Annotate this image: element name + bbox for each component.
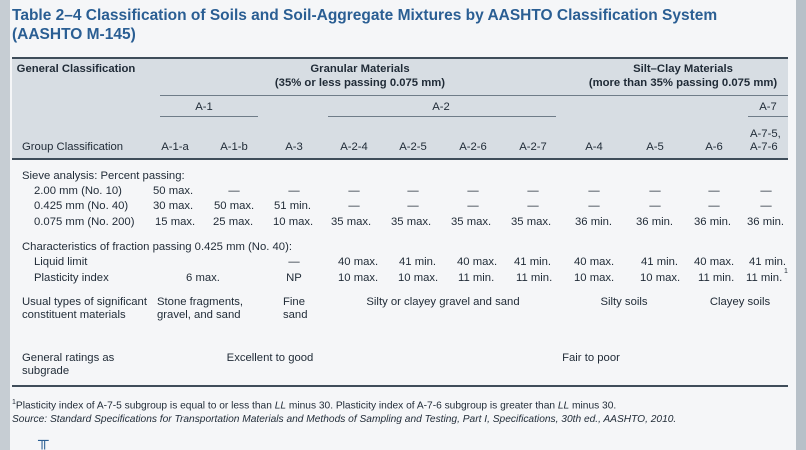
- ll-value: 41 min.: [399, 256, 437, 268]
- pi-value: 10 max.: [640, 272, 681, 284]
- general-classification-header: General Classification: [16, 63, 136, 75]
- page-glyph-icon: ╥: [38, 432, 49, 449]
- group-a-6: A-6: [705, 141, 723, 153]
- a1-underline: [160, 116, 258, 117]
- sieve-value: —: [649, 200, 661, 212]
- group-a1: A-1: [195, 101, 213, 113]
- sieve-value: —: [467, 200, 479, 212]
- sieve-value: —: [588, 185, 600, 197]
- constituents-silty: Silty soils: [600, 296, 648, 308]
- group-a-2-6: A-2-6: [459, 141, 487, 153]
- sieve-value: —: [348, 200, 360, 212]
- constituents-a3: Fine sand: [283, 296, 308, 321]
- sieve-value: 35 max.: [331, 216, 372, 228]
- sieve-row-label: 2.00 mm (No. 10): [34, 185, 122, 197]
- rating-poor: Fair to poor: [562, 352, 620, 364]
- constituents-a1: Stone fragments, gravel, and sand: [157, 296, 244, 321]
- window-edge: [796, 0, 806, 450]
- sieve-value: 50 max.: [214, 200, 255, 212]
- a7-underline: [748, 116, 788, 117]
- granular-title: Granular Materials: [310, 63, 410, 75]
- header-divider: [160, 95, 788, 96]
- header-bottom-rule: [12, 158, 788, 160]
- silt-clay-title: Silt–Clay Materials: [633, 63, 733, 75]
- sieve-value: 10 max.: [273, 216, 314, 228]
- group-a-2-4: A-2-4: [340, 141, 368, 153]
- sieve-value: 25 max.: [213, 216, 254, 228]
- constituents-clayey: Clayey soils: [709, 296, 771, 308]
- pi-a1: 6 max.: [186, 272, 220, 284]
- pi-value: 11 min.: [698, 272, 735, 284]
- ll-a3: —: [288, 256, 300, 268]
- group-a-5: A-5: [646, 141, 664, 153]
- top-rule: [12, 57, 788, 59]
- group-a-2-7: A-2-7: [519, 141, 547, 153]
- liquid-limit-label: Liquid limit: [34, 256, 88, 268]
- sieve-value: 51 min.: [274, 200, 312, 212]
- sieve-value: —: [527, 200, 539, 212]
- group-a-7-5-a-7-6: A-7-5, A-7-6: [750, 128, 781, 153]
- ll-value: 40 max.: [574, 256, 615, 268]
- footnote-1: $^1$Plasticity index of A-7-5 subgroup is equal to or less than LL minus 30. Plasticity index of A-7-6 subgroup is greater than LL minus 30.: [12, 399, 617, 412]
- constituents-a2: Silty or clayey gravel and sand: [366, 296, 520, 308]
- ratings-label: General ratings as subgrade: [22, 352, 115, 377]
- sieve-value: —: [588, 200, 600, 212]
- table-title: Table 2–4 Classification of Soils and Soil-Aggregate Mixtures by AASHTO Classification System (AASHTO M-145): [12, 7, 718, 43]
- group-a7: A-7: [759, 101, 777, 113]
- sieve-value: —: [760, 200, 772, 212]
- pi-value: 10 max.: [398, 272, 439, 284]
- group-a-3: A-3: [285, 141, 303, 153]
- sieve-value: —: [348, 185, 360, 197]
- pi-value: 11 min.: [516, 272, 553, 284]
- sieve-row-label: 0.075 mm (No. 200): [34, 216, 135, 228]
- sieve-value: 36 min.: [575, 216, 613, 228]
- ll-value: 41 min.: [641, 256, 679, 268]
- ll-value: 40 max.: [338, 256, 379, 268]
- group-a-1-b: A-1-b: [220, 141, 248, 153]
- sieve-value: —: [708, 200, 720, 212]
- bottom-rule: [12, 385, 788, 387]
- sieve-value: —: [467, 185, 479, 197]
- sieve-value: 36 min.: [636, 216, 674, 228]
- silt-clay-subtitle: (more than 35% passing 0.075 mm): [588, 77, 778, 89]
- ll-value: 41 min.: [514, 256, 552, 268]
- group-a-4: A-4: [585, 141, 603, 153]
- sieve-value: —: [760, 185, 772, 197]
- constituents-label: Usual types of significant constituent materials: [22, 296, 147, 321]
- pi-value: 10 max.: [574, 272, 615, 284]
- sieve-value: —: [288, 185, 300, 197]
- source-note: Source: Standard Specifications for Transportation Materials and Methods of Sampling and Testing, Part I, Specifications, 30th ed., AASHTO, 2010.: [12, 414, 677, 425]
- sieve-value: —: [708, 185, 720, 197]
- sieve-value: —: [407, 200, 419, 212]
- fraction-heading: Characteristics of fraction passing 0.425 mm (No. 40):: [22, 241, 292, 253]
- sieve-value: —: [407, 185, 419, 197]
- ll-value: 40 max.: [457, 256, 498, 268]
- sieve-value: 35 max.: [511, 216, 552, 228]
- pi-a3: NP: [286, 272, 302, 284]
- ll-value: 40 max.: [694, 256, 735, 268]
- pi-value: 11 min.: [746, 272, 783, 284]
- sieve-heading: Sieve analysis: Percent passing:: [22, 170, 185, 182]
- sieve-value: 36 min.: [694, 216, 732, 228]
- group-classification-label: Group Classification: [22, 141, 124, 153]
- granular-subtitle: (35% or less passing 0.075 mm): [274, 77, 446, 89]
- group-a2: A-2: [432, 101, 450, 113]
- group-a-1-a: A-1-a: [161, 141, 189, 153]
- pi-value: 10 max.: [338, 272, 379, 284]
- a2-underline: [328, 116, 556, 117]
- sieve-value: —: [228, 185, 240, 197]
- rating-good: Excellent to good: [226, 352, 314, 364]
- plasticity-index-label: Plasticity index: [34, 272, 109, 284]
- sieve-value: —: [527, 185, 539, 197]
- group-a-2-5: A-2-5: [399, 141, 427, 153]
- sieve-value: 35 max.: [391, 216, 432, 228]
- sieve-value: —: [649, 185, 661, 197]
- sieve-value: 35 max.: [451, 216, 492, 228]
- sieve-value: 50 max.: [153, 185, 194, 197]
- pi-value: 11 min.: [458, 272, 495, 284]
- ll-value: 41 min.: [749, 256, 787, 268]
- sieve-value: 15 max.: [155, 216, 196, 228]
- sieve-value: 36 min.: [747, 216, 785, 228]
- sieve-value: 30 max.: [153, 200, 194, 212]
- sieve-row-label: 0.425 mm (No. 40): [34, 200, 129, 212]
- footnote-mark: 1: [784, 268, 788, 275]
